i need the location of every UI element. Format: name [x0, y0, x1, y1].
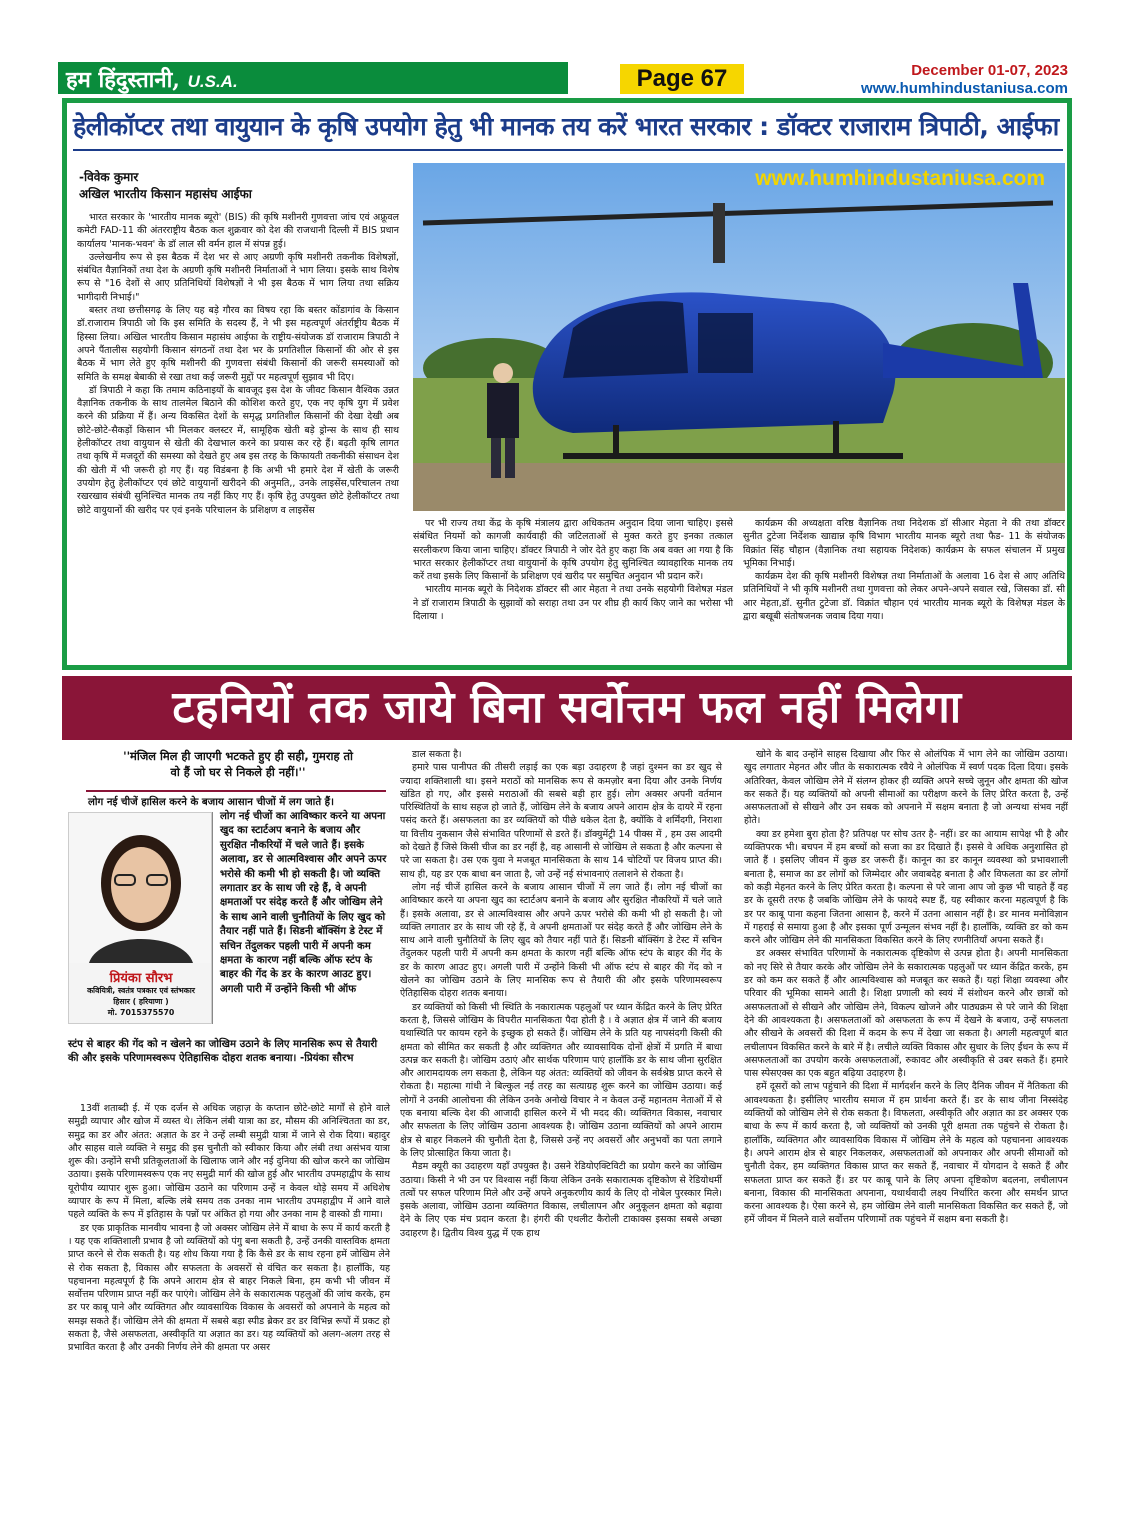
article2-lead-top: लोग नई चीजें हासिल करने के बजाय आसान चीजों में लग जाते हैं। [88, 797, 334, 808]
quote-rule [86, 790, 386, 792]
article-helicopter [62, 98, 1072, 670]
article2-headline: टहनियों तक जाये बिना सर्वोत्तम फल नहीं मिलेगा [62, 676, 1072, 740]
article1-headline: हेलीकॉप्टर तथा वायुयान के कृषि उपयोग हेतु भी मानक तय करें भारत सरकार : डॉक्टर राजाराम त्रिपाठी, आईफा [73, 112, 1059, 141]
author-place: हिसार ( हरियाणा ) [113, 997, 169, 1006]
masthead-usa: U.S.A. [187, 72, 238, 91]
article2-column-1 [68, 1102, 390, 1355]
paragraph: उल्लेखनीय रूप से इस बैठक में देश भर से आए अग्रणी कृषि मशीनरी तकनीक विशेषज्ञों, संबंधित वैज्ञानिकों तथा देश के अग्रणी कृषि मशीनरी निर्माताओं ने भाग लिया। इसके साथ विशेष रूप से "16 देशों से आए प्रतिनिधियों विशेषज्ञों ने भी इस बैठक में भाग लिया तथा सक्रिय भागीदारी निभाई।" [77, 251, 399, 303]
paragraph: क्या डर हमेशा बुरा होता है? प्रतिपक्ष पर सोच उतर है- नहीं। डर का आयाम सापेक्ष भी है और व्यक्तिपरक भी। बचपन में हम बच्चों को सजा का डर दिखाते हैं। इससे वे अधिक अनुशासित हो जाते हैं । इसलिए जीवन में कुछ डर जरूरी हैं। कानून का डर कानून व्यवस्था को प्रभावशाली बनाता है, समाज का डर लोगों को जिम्मेदार और जवाबदेह बनाता है और विफलता का डर लोगों को कड़ी मेहनत करने के लिए प्रेरित करता है। कल्पना से परे जाना आप जो कुछ भी चाहते हैं वह डर के दूसरी तरफ है जबकि जोखिम लेने के फायदे स्पष्ट हैं, यह स्वीकार करना महत्वपूर्ण है कि डर पर काबू पाना कहना जितना आसान है, करने में उतना आसान नहीं है। डर मानव मनोविज्ञान में गहराई से समाया हुआ है और इसका पूर्ण उन्मूलन संभव नहीं है। हालाँकि, व्यक्ति डर को कम करने और जोखिम लेने की मानसिकता विकसित करने के लिए रणनीतियाँ अपना सकते हैं। [744, 828, 1068, 947]
page-number: Page 67 [620, 64, 744, 94]
byline-author: -विवेक कुमार [79, 170, 139, 184]
author-photo [69, 813, 212, 963]
author-name: प्रियंका सौरभ [109, 971, 173, 986]
article1-column-1 [77, 211, 399, 517]
helicopter-photo [413, 163, 1065, 511]
photo-watermark: www.humhindustaniusa.com [755, 167, 1045, 190]
page-header [58, 62, 1068, 98]
masthead-title: हम हिंदुस्तानी, [66, 67, 180, 93]
author-role: कवियित्री, स्वतंत्र पत्रकार एवं स्तंभकार [87, 986, 195, 995]
paragraph: हमारे पास पानीपत की तीसरी लड़ाई का एक बड़ा उदाहरण है जहां दुश्मन का डर खुद से ज्यादा शक्तिशाली था। इसने मराठों को मानसिक रूप से कमज़ोर बना दिया और उनके निर्णय खंडित हो गए, और इससे मराठाओं की सबसे बड़ी हार हुई। लोग अक्सर अपनी वर्तमान परिस्थितियों के साथ सहज हो जाते हैं, जोखिम लेने के बजाय अपने आराम क्षेत्र के दायरे में रहना पसंद करते हैं। असफलता का डर व्यक्तियों को पीछे धकेल देता है, क्योंकि वे शर्मिंदगी, निराशा या वित्तीय नुकसान जैसे संभावित परिणामों से डरते हैं। डॉक्युमेंट्री 14 पीक्स में , हम उस आदमी को देखते हैं जिसे किसी चीज का डर नहीं है, वह आसानी से जोखिम ले सकता है और कल्पना से परे जा सकता है। उस एक युवा ने मजबूत मानसिकता के साथ 14 चोटियों पर विजय प्राप्त की। साथ ही, यह डर एक बाधा बन जाता है, जो उन्हें नई संभावनाएं तलाशने से रोकता है। [400, 762, 722, 880]
paragraph: बस्तर तथा छत्तीसगढ़ के लिए यह बड़े गौरव का विषय रहा कि बस्तर कोंडागांव के किसान डॉ.राजाराम त्रिपाठी जो कि इस समिति के सदस्य हैं, ने भी इस महत्वपूर्ण अंतर्राष्ट्रीय बैठक में हिस्सा लिया। अखिल भारतीय किसान महासंघ आईफा के राष्ट्रीय-संयोजक डॉ राजाराम त्रिपाठी ने अपने पैंतालीस सहयोगी किसान संगठनों तथा देश भर के प्रगतिशील किसानों की ओर से इस बैठक में भाग लेते हुए कृषि मशीनरी की गुणवत्ता संबंधी किसानों की जरूरी समस्याओं को समिति के समक्ष बेबाकी से रखा तथा कई जरूरी मुद्दों पर महत्वपूर्ण सुझाव भी दिए। [77, 305, 399, 383]
paragraph: कार्यक्रम देश की कृषि मशीनरी विशेषज्ञ तथा निर्माताओं के अलावा 16 देश से आए अतिथि प्रतिनिधियों ने भी कृषि मशीनरी तथा गुणवत्ता को लेकर अपने-अपने सवाल रखे, जिसका डॉ. सी आर मेहता,डॉ. सुनीत टुटेजा डॉ. विक्रांत चौहान एवं भारतीय मानक ब्यूरो के विशेषज्ञ मंडल के द्वारा बखूबी संतोषजनक जवाब दिया गया। [743, 571, 1065, 623]
paragraph: हमें दूसरों को लाभ पहुंचाने की दिशा में मार्गदर्शन करने के लिए दैनिक जीवन में नैतिकता की आवश्यकता है। इसीलिए भारतीय समाज में हम प्रार्थना करते हैं। डर के साथ जीना निस्संदेह व्यक्तियों को जोखिम लेने से रोक सकता है। विफलता, अस्वीकृति और अज्ञात का डर अक्सर एक बाधा के रूप में कार्य करता है, जो व्यक्तियों को उनकी पूरी क्षमता तक पहुंचने से रोकता है। हालाँकि, व्यक्तिगत और व्यावसायिक विकास में जोखिम लेने के महत्व को पहचानना आवश्यक है। अपने आराम क्षेत्र से बाहर निकलकर, असफलताओं को अपनाकर और अपनी सीमाओं को चुनौती देकर, हम व्यक्तिगत विकास प्राप्त कर सकते हैं, नवाचार में योगदान दे सकते हैं और सफलता प्राप्त कर सकते हैं। डर पर काबू पाने के लिए अपना दृष्टिकोण बदलना, लचीलापन बनाना, विकास की मानसिकता अपनाना, यथार्थवादी लक्ष्य निर्धारित करना और समर्थन प्राप्त करना आवश्यक है। ऐसा करने से, हम जोखिम लेने वाली मानसिकता विकसित कर सकते हैं, जो हमें जीवन में मिलने वाले सर्वोत्तम परिणामों तक पहुंचने में सक्षम बना सकती है। [744, 1081, 1068, 1226]
paragraph: डॉ त्रिपाठी ने कहा कि तमाम कठिनाइयों के बावजूद इस देश के जीवट किसान वैश्विक उन्नत वैज्ञानिक तकनीक के साथ तालमेल बिठाने की कोशिश करते हुए, एक नए कृषि युग में प्रवेश करने की प्रक्रिया में हैं। अन्य विकसित देशों के समृद्ध प्रगतिशील किसानों की देखा देखी अब छोटे-छोटे-सैकड़ों किसान भी मिलकर क्लस्टर में, सामूहिक खेती बड़े ड्रोन्स के साथ ही साथ हेलीकॉप्टर तथा वायुयान से खेती की देखभाल करने का प्रयास कर रहे हैं। बढ़ती कृषि लागत तथा कृषि में मजदूरों की समस्या को देखते हुए अब इस तरह के किफायती तकनीकी संसाधन देश की खेती में भी जरूरी हो गए हैं। यह विडंबना है कि अभी भी हमारे देश में खेती के जरूरी उपयोग हेतु हेलीकॉप्टर एवं छोटे वायुयानों खरीदने की अनुमति,, उनके लाइसेंस,परिचालन तथा रखरखाव संबंधी सुनिश्चित मानक तय नहीं किए गए हैं। कृषि हेतु उपयुक्त छोटे हेलीकॉप्टर तथा छोटे वायुयानों की खरीद पर एवं इनके परिचालन के प्रशिक्षण व लाइसेंस [77, 384, 399, 516]
paragraph: डर व्यक्तियों को किसी भी स्थिति के नकारात्मक पहलुओं पर ध्यान केंद्रित करने के लिए प्रेरित करता है, जिससे जोखिम के विपरीत मानसिकता पैदा होती है । वे अज्ञात क्षेत्र में जाने की बजाय यथास्थिति पर कायम रहने के इच्छुक हो सकते हैं। जोखिम लेने के प्रति यह नापसंदगी किसी की क्षमता को सीमित कर सकती है और व्यक्तिगत और व्यावसायिक दोनों क्षेत्रों में प्रगति में बाधा उत्पन्न कर सकती है। जोखिम उठाएं और सार्थक परिणाम पाएं हालाँकि डर के साथ जीना सुरक्षित और आरामदायक लग सकता है, लेकिन यह अंतत: व्यक्तियों को जीवन के सर्वश्रेष्ठ प्राप्त करने से रोकता है। महात्मा गांधी ने बिल्कुल नई तरह का सत्याग्रह शुरू करने का जोखिम उठाया। कई लोगों ने उनकी आलोचना की लेकिन उनके अनोखे विचार ने न केवल उन्हें महानतम नेताओं में से एक बनाया बल्कि देश की आजादी हासिल करने में भी मदद की। व्यक्तिगत विकास, नवाचार और सफलता के लिए जोखिम उठाना आवश्यक है। जोखिम उठाना व्यक्तियों को अपने आराम क्षेत्र से बाहर निकलने की चुनौती देता है, जिससे उन्हें नए अवसरों और अनुभवों का पता लगाने के लिए प्रोत्साहित किया जाता है। [400, 1001, 722, 1159]
article2-lead-right: लोग नई चीजों का आविष्कार करने या अपना खुद का स्टार्टअप बनाने के बजाय और सुरक्षित नौकरियों में चले जाते हैं। इसके अलावा, डर से आत्मविश्वास और अपने ऊपर भरोसे की कमी भी हो सकती है। जो व्यक्ति लगातार डर के साथ जी रहे हैं, वे अपनी क्षमताओं पर संदेह करते हैं और जोखिम लेने के साथ आने वाली चुनौतियों के लिए खुद को तैयार नहीं पाते हैं। सिडनी बॉक्सिंग डे टेस्ट में सचिन तेंदुलकर पहली पारी में अपनी कम क्षमता के कारण नहीं बल्कि ऑफ स्टंप के बाहर की गेंद के डर के कारण आउट हुए। अगली पारी में उन्होंने किसी भी ऑफ [220, 811, 387, 995]
masthead [58, 62, 568, 94]
article2-column-3 [744, 748, 1068, 1227]
paragraph: डर अक्सर संभावित परिणामों के नकारात्मक दृष्टिकोण से उत्पन्न होता है। अपनी मानसिकता को नए सिरे से तैयार करके और जोखिम लेने के सकारात्मक पहलुओं पर ध्यान केंद्रित करके, हम डर को कम कर सकते हैं और आत्मविश्वास को मजबूत कर सकते हैं। यहां शिक्षा व्यवस्था और परिवार की भूमिका सामने आती है। शिक्षा प्रणाली को स्वयं में संशोधन करने और छात्रों को असफलताओं से सीखने और जोखिम लेने, विकल्प खोजने और पाठ्यक्रम से परे जाने की शिक्षा देने की आवश्यकता है। असफलताओं को असफलता के रूप में देखने के बजाय, उन्हें सफलता और सीखने के अवसरों की दिशा में कदम के रूप में देखा जा सकता है। अगली महत्वपूर्ण बात लचीलापन विकसित करने के बारे में है। लचीले व्यक्ति विकास और सुधार के लिए ईंधन के रूप में असफलताओं का उपयोग करके असफलताओं, रुकावट और अस्वीकृति से उबर सकते हैं। हमारे पास स्पेसएक्स का एक बहुत बढ़िया उदाहरण है। [744, 948, 1068, 1080]
author-portrait [68, 812, 212, 1024]
article2-lead-bottom: स्टंप से बाहर की गेंद को न खेलने का जोखिम उठाने के लिए मानसिक रूप से तैयारी की और इसके परिणामस्वरूप ऐतिहासिक दोहरा शतक बनाया। -प्रियंका सौरभ [68, 1039, 378, 1064]
article2-column-2 [400, 748, 722, 1240]
paragraph: भारत सरकार के 'भारतीय मानक ब्यूरो' (BIS) की कृषि मशीनरी गुणवत्ता जांच एवं अफ्रूवल कमेटी FAD-11 की अंतरराष्ट्रीय बैठक कल शुक्रवार को देश की राजधानी दिल्ली में BIS प्रधान कार्यालय 'मानक-भवन' के डॉ लाल सी वर्मन हाल में संपन्न हुई। [77, 212, 399, 250]
issue-date: December 01-07, 2023 [911, 62, 1068, 79]
helicopter-illustration [413, 163, 1065, 511]
byline-org: अखिल भारतीय किसान महासंघ आईफा [79, 187, 252, 201]
paragraph: खोने के बाद उन्होंने साहस दिखाया और फिर से ओलंपिक में भाग लेने का जोखिम उठाया। खुद लगातार मेहनत और जीत के सकारात्मक रवैये ने ओलंपिक में स्वर्ण पदक दिला दिया। इसके अतिरिक्त, केवल जोखिम लेने में संलग्न होकर ही व्यक्ति अपने सच्चे जुनून और क्षमता की खोज कर सकते हैं। यह व्यक्तियों को अपनी सीमाओं का परीक्षण करने के लिए प्रेरित करता है, उन्हें असफलताओं से सीखने और उन सबक को अपनाने में सक्षम बनाता है जो अन्यथा संभव नहीं होते। [744, 749, 1068, 827]
article1-column-2 [413, 517, 733, 623]
paragraph: मैडम क्यूरी का उदाहरण यहाँ उपयुक्त है। उसने रेडियोएक्टिविटी का प्रयोग करने का जोखिम उठाया। किसी ने भी उन पर विश्वास नहीं किया लेकिन उनके सकारात्मक दृष्टिकोण से रेडियोधर्मी तत्वों पर सफल परिणाम मिले और उन्हें अपने अनुकरणीय कार्य के लिए दो नोबेल पुरस्कार मिले। इसके अलावा, जोखिम उठाना व्यक्तिगत विकास, लचीलापन और अनुकूलन क्षमता को बढ़ावा देने के लिए एक मंच प्रदान करता है। हंगरी की एथलीट कैरोली टाकाक्स इसका सबसे अच्छा उदाहरण है। द्वितीय विश्व युद्ध में एक हाथ [400, 1161, 722, 1239]
paragraph: पर भी राज्य तथा केंद्र के कृषि मंत्रालय द्वारा अधिकतम अनुदान दिया जाना चाहिए। इससे संबंधित नियमों को कागजी कार्यवाही की जटिलताओं से मुक्त करते हुए इनका तत्काल सरलीकरण किया जाना चाहिए। डॉक्टर त्रिपाठी ने जोर देते हुए कहा कि अब वक्त आ गया है कि भारत सरकार हेलीकॉप्टर तथा वायुयानों के कृषि उपयोग हेतु सुनिश्चित व्यावहारिक मानक तय करें तथा इसके लिए किसानों के प्रशिक्षण एवं खरीद पर समुचित अनुदान भी प्रदान करें। [413, 518, 733, 583]
website-link[interactable]: www.humhindustaniusa.com [861, 80, 1068, 97]
article2-quote: ''मंजिल मिल ही जाएगी भटकते हुए ही सही, गुमराह तो वो हैं जो घर से निकले ही नहीं।'' [123, 749, 353, 779]
article1-byline [79, 169, 252, 203]
paragraph: 13वीं शताब्दी ई. में एक दर्जन से अधिक जहाज़ के कप्तान छोटे-छोटे मार्गों से होने वाले समुद्री व्यापार और खोज में व्यस्त थे। लेकिन लंबी यात्रा का डर, मौसम की अनिश्चितता का डर, समुद्र का डर और अंतत: अज्ञात के डर ने उन्हें लम्बी समुद्री यात्रा में जाने से रोक दिया। बहादुर और साहस वाले व्यक्ति ने समुद्र की इस चुनौती को स्वीकार किया और लंबी तथा असंभव यात्रा शुरू की। उन्होंने सभी प्रतिकूलताओं के खिलाफ जाने और नई दुनिया की खोज करने का जोखिम उठाया। इसके परिणामस्वरूप एक नए समुद्री मार्ग की खोज हुई और भारतीय उपमहाद्वीप के साथ यूरोपीय व्यापार शुरू हुआ। जोखिम उठाने का परिणाम उन्हें न केवल थोड़े समय में अधिशेष व्यापार के रूप में मिला, बल्कि लंबे समय तक उनका नाम भारतीय उपमहाद्वीप में आने वाले पहले व्यक्ति के रूप में इतिहास के पन्नों पर अंकित हो गया और उनका नाम है वास्को डी गामा। [68, 1103, 390, 1221]
headline-rule [73, 149, 1063, 151]
portrait-divider [212, 812, 213, 1024]
paragraph: डाल सकता है। [412, 749, 462, 760]
paragraph: कार्यक्रम की अध्यक्षता वरिष्ठ वैज्ञानिक तथा निदेशक डॉ सीआर मेहता ने की तथा डॉक्टर सुनीत टुटेजा निर्देशक खाद्यान्न कृषि विभाग भारतीय मानक ब्यूरो तथा फैड- 11 के संयोजक विक्रांत सिंह चौहान (वैज्ञानिक तथा सहायक निदेशक) कार्यक्रम के सफल संचालन में प्रमुख भूमिका निभाई। [743, 518, 1065, 569]
paragraph: डर एक प्राकृतिक मानवीय भावना है जो अक्सर जोखिम लेने में बाधा के रूप में कार्य करती है । यह एक शक्तिशाली प्रभाव है जो व्यक्तियों को पंगु बना सकती है, उन्हें उनकी वास्तविक क्षमता प्राप्त करने से रोक सकती है। यह शोध किया गया है कि कैसे डर के साथ रहना हमें जोखिम लेने से रोक सकता है, विकास और सफलता के अवसरों से वंचित कर सकता है। हालाँकि, यह पहचानना महत्वपूर्ण है कि अपने आराम क्षेत्र से बाहर निकले बिना, हम कभी भी जीवन में सर्वोत्तम परिणाम प्राप्त नहीं कर पाएंगे। जोखिम लेने के सकारात्मक पहलुओं की जांच करके, हम डर पर काबू पाने और व्यक्तिगत और व्यावसायिक विकास के अवसरों को अपनाने के महत्व को समझ सकते हैं। जोखिम लेने की क्षमता में सबसे बड़ा स्पीड ब्रेकर डर डर विभिन्न रूपों में प्रकट हो सकता है, जैसे असफलता, अस्वीकृति या अज्ञात का डर। यह व्यक्तियों को अलग-अलग तरह से प्रभावित करता है और उनकी निर्णय लेने की क्षमता पर असर [68, 1222, 390, 1354]
author-phone: मो. 7015375570 [107, 1008, 175, 1017]
author-caption [69, 985, 212, 1018]
paragraph: भारतीय मानक ब्यूरो के निदेशक डॉक्टर सी आर मेहता ने तथा उनके सहयोगी विशेषज्ञ मंडल ने डॉ राजाराम त्रिपाठी के सुझावों को सराहा तथा उन पर शीघ्र ही कार्य किए जाने का भरोसा भी दिलाया । [413, 584, 733, 623]
paragraph: लोग नई चीजें हासिल करने के बजाय आसान चीजों में लग जाते हैं। लोग नई चीजों का आविष्कार करने या अपना खुद का स्टार्टअप बनाने के बजाय और सुरक्षित नौकरियों में चले जाते हैं। इसके अलावा, डर से आत्मविश्वास और अपने ऊपर भरोसे की कमी भी हो सकती है। जो व्यक्ति लगातार डर के साथ जी रहे हैं, वे अपनी क्षमताओं पर संदेह करते हैं और जोखिम लेने के साथ आने वाली चुनौतियों के लिए खुद को तैयार नहीं पाते हैं। सिडनी बॉक्सिंग डे टेस्ट में सचिन तेंदुलकर पहली पारी में अपनी कम क्षमता के कारण नहीं बल्कि ऑफ स्टंप के बाहर की गेंद के डर के कारण आउट हुए। अगली पारी में उन्होंने किसी भी ऑफ स्टंप से बाहर की गेंद को न खेलने का जोखिम उठाने के लिए मानसिक रूप से तैयारी की और इसके परिणामस्वरूप ऐतिहासिक दोहरा शतक बनाया। [400, 881, 722, 1000]
article1-column-3 [743, 517, 1065, 623]
